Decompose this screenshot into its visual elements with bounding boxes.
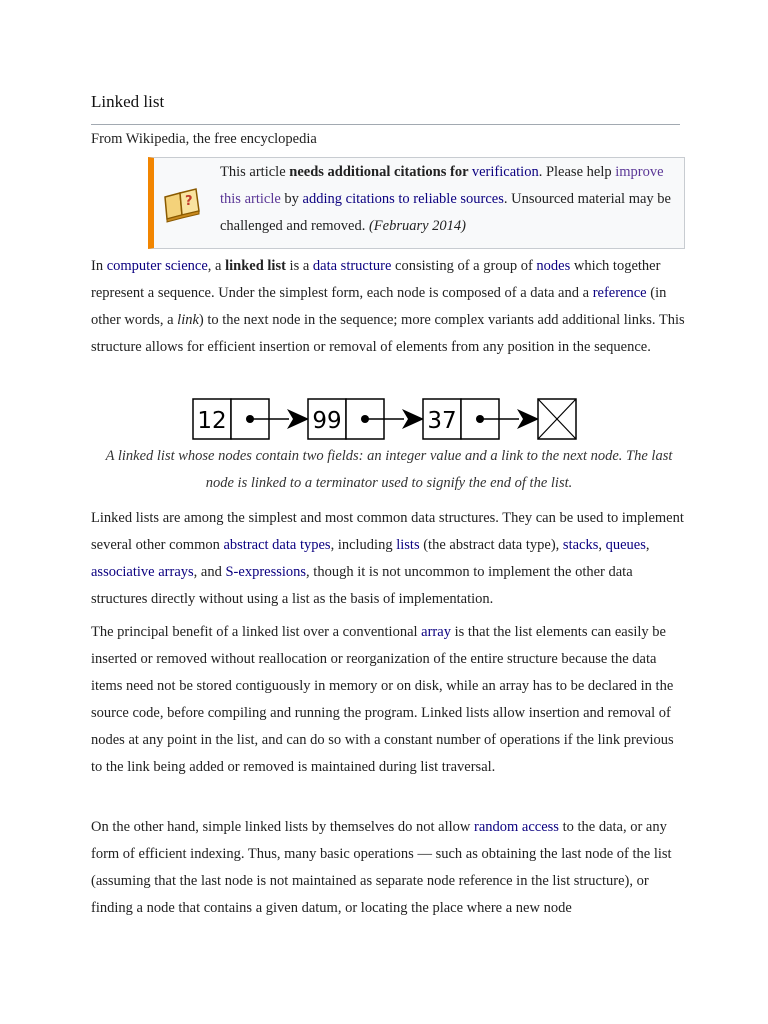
text: (in other words, a xyxy=(91,285,667,328)
data-structure-link[interactable]: data structure xyxy=(312,258,392,274)
notice-text-part: . Unsourced material may be challenged and removed. xyxy=(220,191,671,234)
italic-term: link xyxy=(177,312,199,328)
paragraph-benefits xyxy=(91,619,687,781)
reference-link[interactable]: reference xyxy=(592,285,647,301)
text: On the other hand, simple linked lists by themselves do not allow xyxy=(91,819,474,835)
text: , xyxy=(598,537,606,553)
associative-arrays-link[interactable]: associative arrays xyxy=(91,564,194,580)
notice-bold-text: needs additional citations for xyxy=(289,164,472,180)
text: ) to the next node in the sequence; more complex variants add additional links. This structure allows for efficient insertion or removal of elements from any position in the sequence. xyxy=(91,312,685,355)
text: (the abstract data type), xyxy=(419,537,563,553)
text: is that the list elements can easily be inserted or removed without reallocation or reorganization of the entire structure because the data items need not be stored contiguously in memory or on disk, while an array has to be declared in the source code, before compiling and running the program. Linked lists allow insertion and removal of nodes at any point in the list, and can do so with a constant number of operations if the link previous to the link being added or removed is maintained during list traversal. xyxy=(91,624,674,775)
text: , including xyxy=(330,537,397,553)
notice-text-part: . Please help xyxy=(538,164,616,180)
text: , a xyxy=(207,258,226,274)
node-value: 12 xyxy=(197,408,227,434)
paragraph-drawbacks xyxy=(91,814,687,922)
svg-text:?: ? xyxy=(185,194,193,209)
page-title: Linked list xyxy=(91,92,165,111)
linked-list-diagram xyxy=(191,396,591,442)
nodes-link[interactable]: nodes xyxy=(536,258,571,274)
adding-citations-link[interactable]: adding citations to reliable sources xyxy=(302,191,504,207)
computer-science-link[interactable]: computer science xyxy=(106,258,208,274)
figure-caption: A linked list whose nodes contain two fields: an integer value and a link to the next node. The last node is linked to a terminator used to signify the end of the list. xyxy=(105,448,673,491)
random-access-link[interactable]: random access xyxy=(474,819,559,835)
notice-text-part: by xyxy=(280,191,303,207)
stacks-link[interactable]: stacks xyxy=(562,537,599,553)
text: The principal benefit of a linked list over a conventional xyxy=(91,624,422,640)
title-divider xyxy=(91,124,680,125)
citation-notice xyxy=(148,157,685,249)
text: is a xyxy=(285,258,313,274)
verification-link[interactable]: verification xyxy=(471,164,539,180)
text: , xyxy=(645,537,650,553)
paragraph-uses xyxy=(91,505,687,613)
text: Linked lists are among the simplest and most common data structures. They can be used to implement several other common xyxy=(91,510,684,553)
improve-article-link[interactable]: improve this article xyxy=(220,164,664,207)
text: In xyxy=(91,258,107,274)
notice-text-part: This article xyxy=(220,164,290,180)
node-value: 99 xyxy=(312,408,342,434)
s-expressions-link[interactable]: S-expressions xyxy=(225,564,307,580)
notice-text xyxy=(220,159,685,240)
book-question-icon xyxy=(162,183,202,223)
terminator-node xyxy=(538,399,576,439)
bold-term: linked list xyxy=(225,258,286,274)
paragraph-intro xyxy=(91,253,687,361)
tagline: From Wikipedia, the free encyclopedia xyxy=(91,131,317,147)
text: which together represent a sequence. Under the simplest form, each node is composed of a data and a xyxy=(91,258,661,301)
notice-date: (February 2014) xyxy=(368,218,467,234)
text: consisting of a group of xyxy=(391,258,537,274)
queues-link[interactable]: queues xyxy=(605,537,646,553)
array-link[interactable]: array xyxy=(421,624,451,640)
text: , and xyxy=(193,564,226,580)
text: , though it is not uncommon to implement the other data structures directly without using a list as the basis of implementation. xyxy=(91,564,633,607)
lists-link[interactable]: lists xyxy=(396,537,420,553)
text: to the data, or any form of efficient indexing. Thus, many basic operations — such as obtaining the last node of the list (assuming that the last node is not maintained as separate node reference in the list structure), or finding a node that contains a given datum, or locating the place where a new node xyxy=(91,819,672,916)
abstract-data-types-link[interactable]: abstract data types xyxy=(223,537,331,553)
node-value: 37 xyxy=(427,408,457,434)
